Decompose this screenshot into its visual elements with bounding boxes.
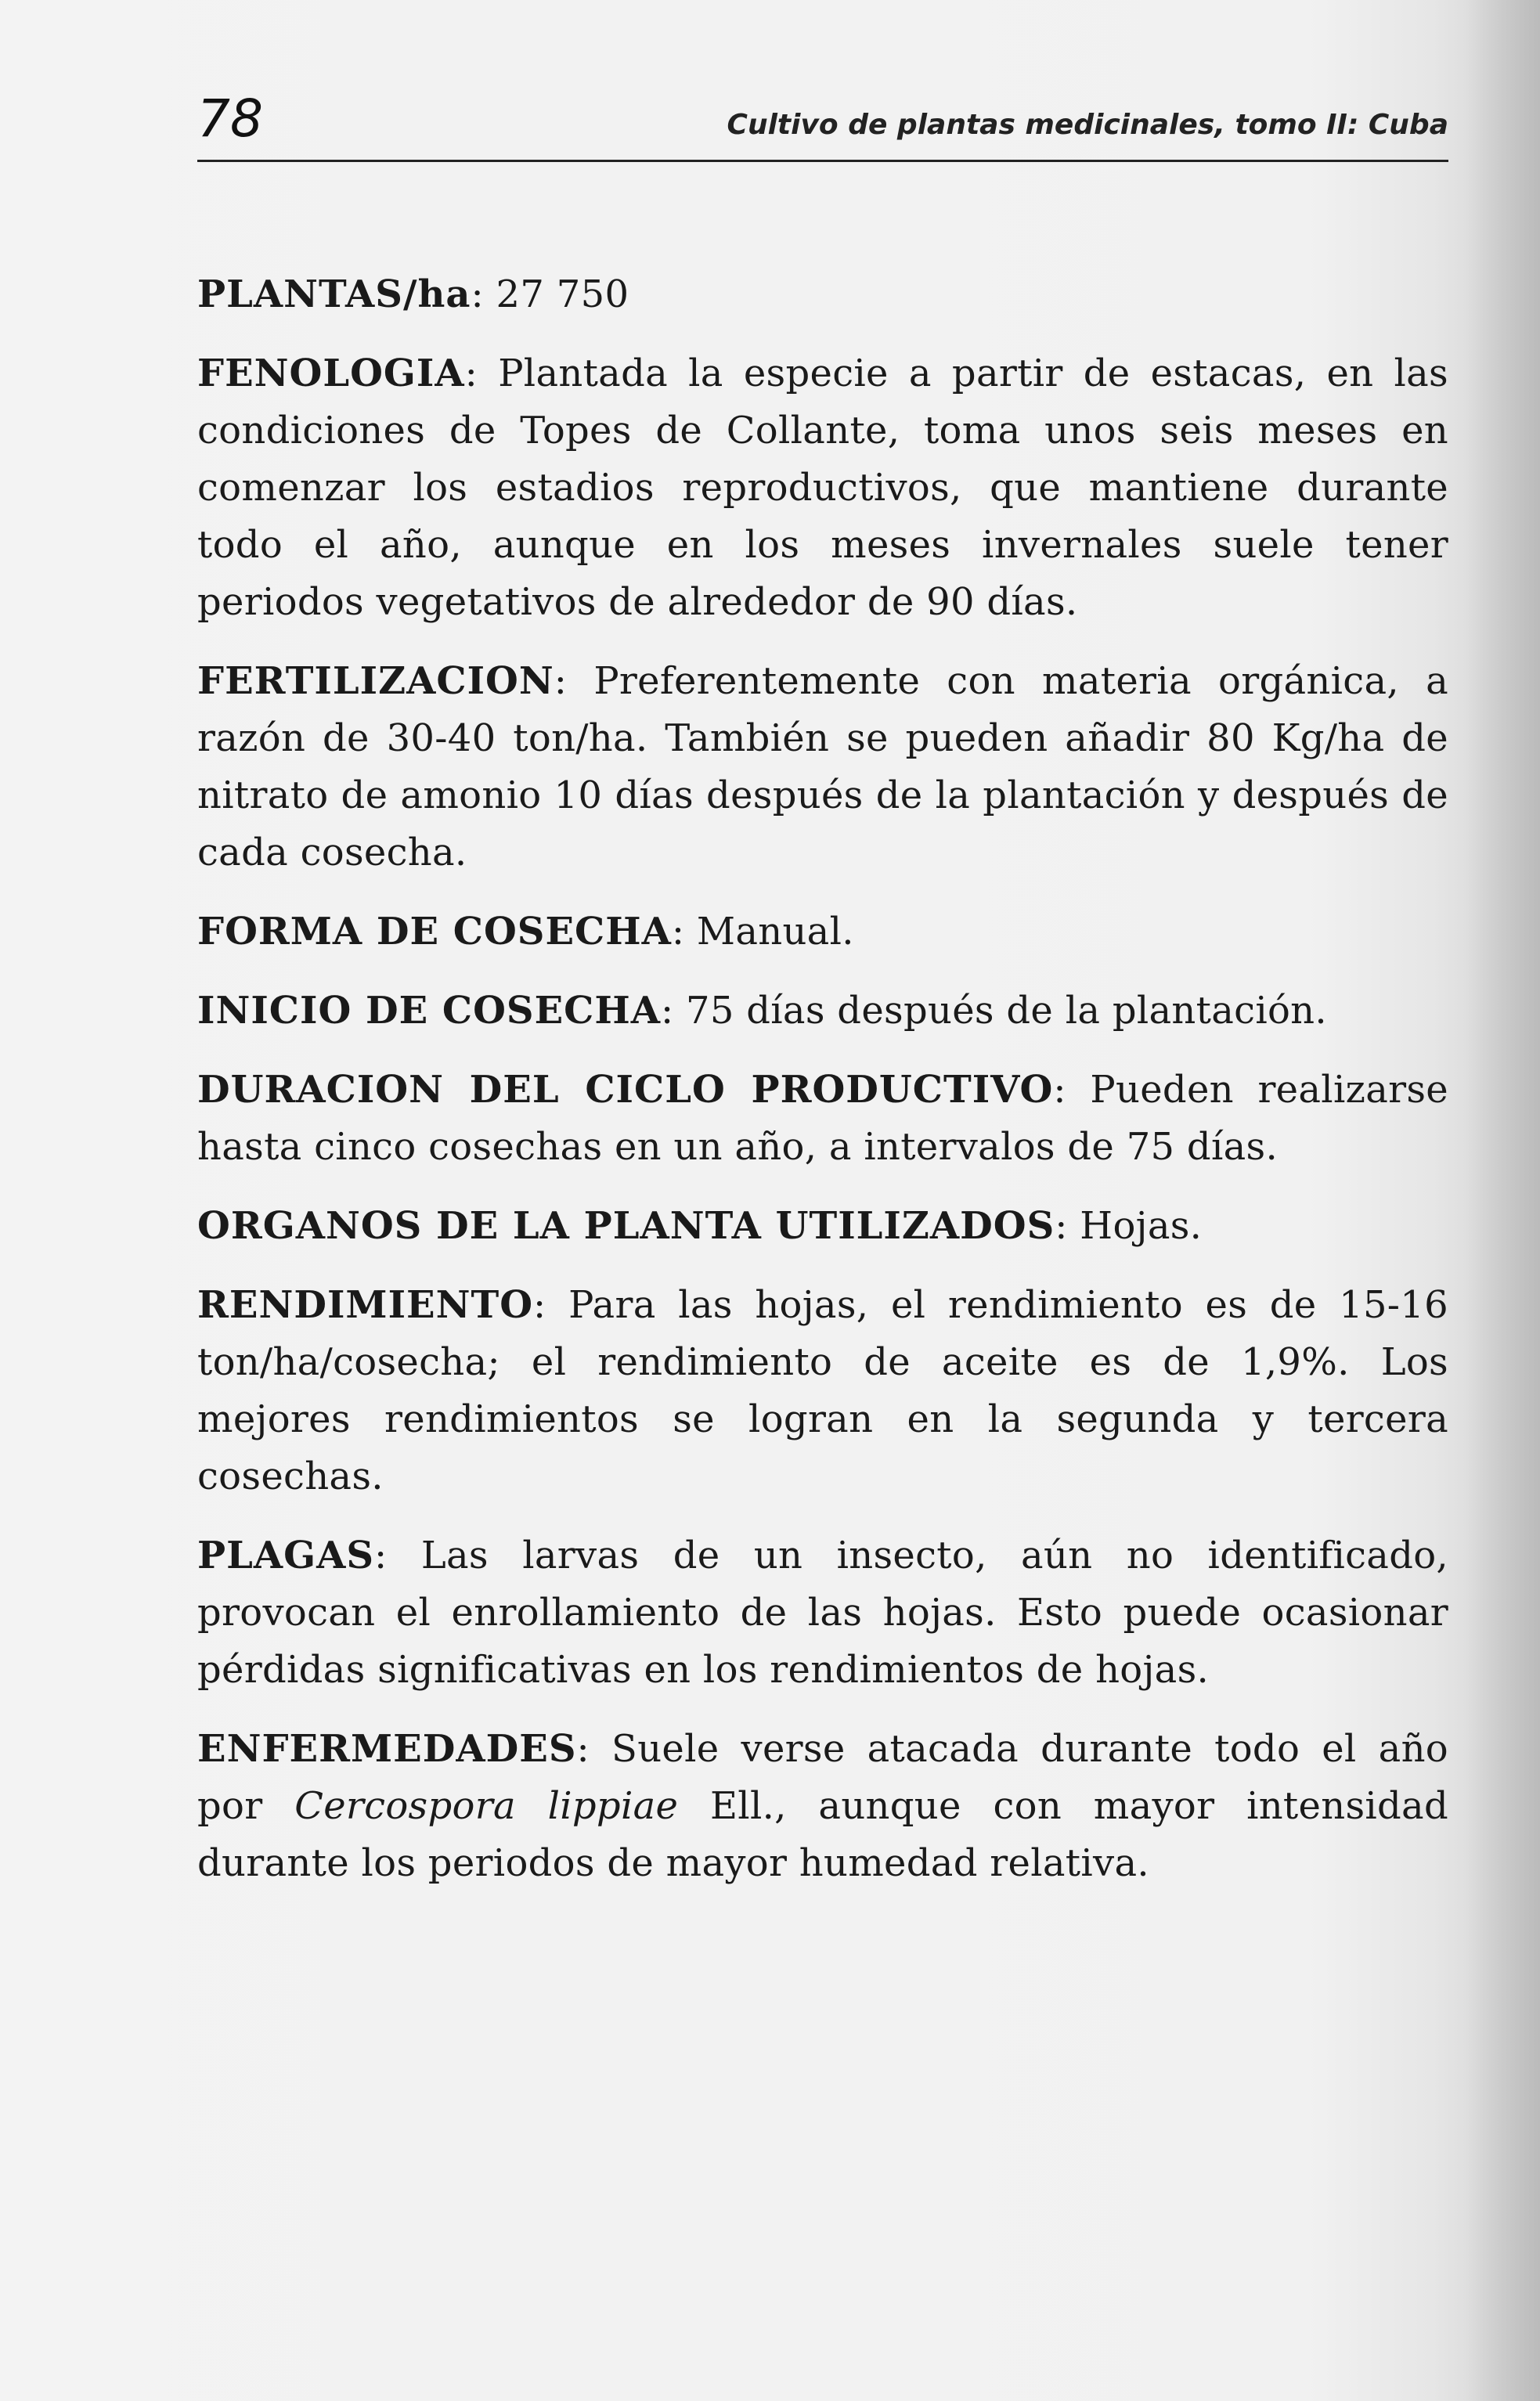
entry-fenologia: [197, 345, 1448, 631]
entry-text: : 27 750: [471, 272, 629, 316]
entry-plagas: [197, 1527, 1448, 1699]
entry-label: RENDIMIENTO: [197, 1283, 534, 1327]
entry-text: : Plantada la especie a partir de estacas, en las condiciones de Topes de Collante, toma unos seis meses en comenzar los estadios reproductivos, que mantiene durante todo el año, aunque en los meses invernales suele tener periodos vegetativos de alrededor de 90 días.: [197, 351, 1448, 624]
entry-text: : Hojas.: [1055, 1204, 1203, 1248]
entry-label: INICIO DE COSECHA: [197, 989, 661, 1033]
entry-text: : Las larvas de un insecto, aún no identificado, provocan el enrollamiento de las hojas. Esto puede ocasionar pérdidas significativas en los rendimientos de hojas.: [197, 1534, 1448, 1692]
entry-text: : Pueden realizarse hasta cinco cosechas en un año, a intervalos de 75 días.: [197, 1068, 1449, 1169]
entry-text: Ell., aunque con mayor intensidad durante los periodos de mayor humedad relativa.: [197, 1784, 1448, 1885]
entry-duracion-ciclo: [197, 1062, 1448, 1176]
entry-label: FERTILIZACION: [197, 659, 554, 703]
entry-label: DURACION DEL CICLO PRODUCTIVO: [197, 1068, 1054, 1112]
entry-fertilizacion: [197, 653, 1448, 881]
entry-label: PLANTAS/ha: [197, 272, 471, 316]
entry-forma-de-cosecha: [197, 903, 1448, 961]
page-edge-shadow: [1466, 0, 1540, 2401]
entry-plantas-ha: [197, 266, 1448, 323]
body-text: [197, 266, 1448, 1914]
entry-text: : Preferentemente con materia orgánica, a razón de 30-40 ton/ha. También se pueden añadir 80 Kg/ha de nitrato de amonio 10 días después de la plantación y después de cada cosecha.: [197, 659, 1448, 874]
entry-label: ORGANOS DE LA PLANTA UTILIZADOS: [197, 1204, 1055, 1248]
entry-label: ENFERMEDADES: [197, 1727, 577, 1771]
entry-rendimiento: [197, 1277, 1448, 1505]
entry-enfermedades: [197, 1721, 1448, 1892]
entry-organos-utilizados: [197, 1198, 1448, 1255]
entry-text: : Suele verse atacada durante todo el año por: [197, 1727, 1448, 1828]
entry-label: FORMA DE COSECHA: [197, 910, 672, 954]
entry-label: PLAGAS: [197, 1534, 374, 1577]
page-number: 78: [197, 88, 263, 149]
entry-inicio-de-cosecha: [197, 982, 1448, 1040]
entry-text: : Manual.: [671, 910, 854, 954]
species-name: Cercospora lippiae: [294, 1784, 679, 1828]
entry-label: FENOLOGIA: [197, 351, 465, 395]
header-rule: [197, 160, 1448, 162]
entry-text: : 75 días después de la plantación.: [660, 989, 1327, 1033]
page-header: [197, 88, 1448, 163]
entry-text: : Para las hojas, el rendimiento es de 15-16 ton/ha/cosecha; el rendimiento de aceite es de 1,9%. Los mejores rendimientos se logran en la segunda y tercera cosechas.: [197, 1283, 1448, 1498]
running-title: Cultivo de plantas medicinales, tomo II: Cuba: [727, 109, 1448, 141]
